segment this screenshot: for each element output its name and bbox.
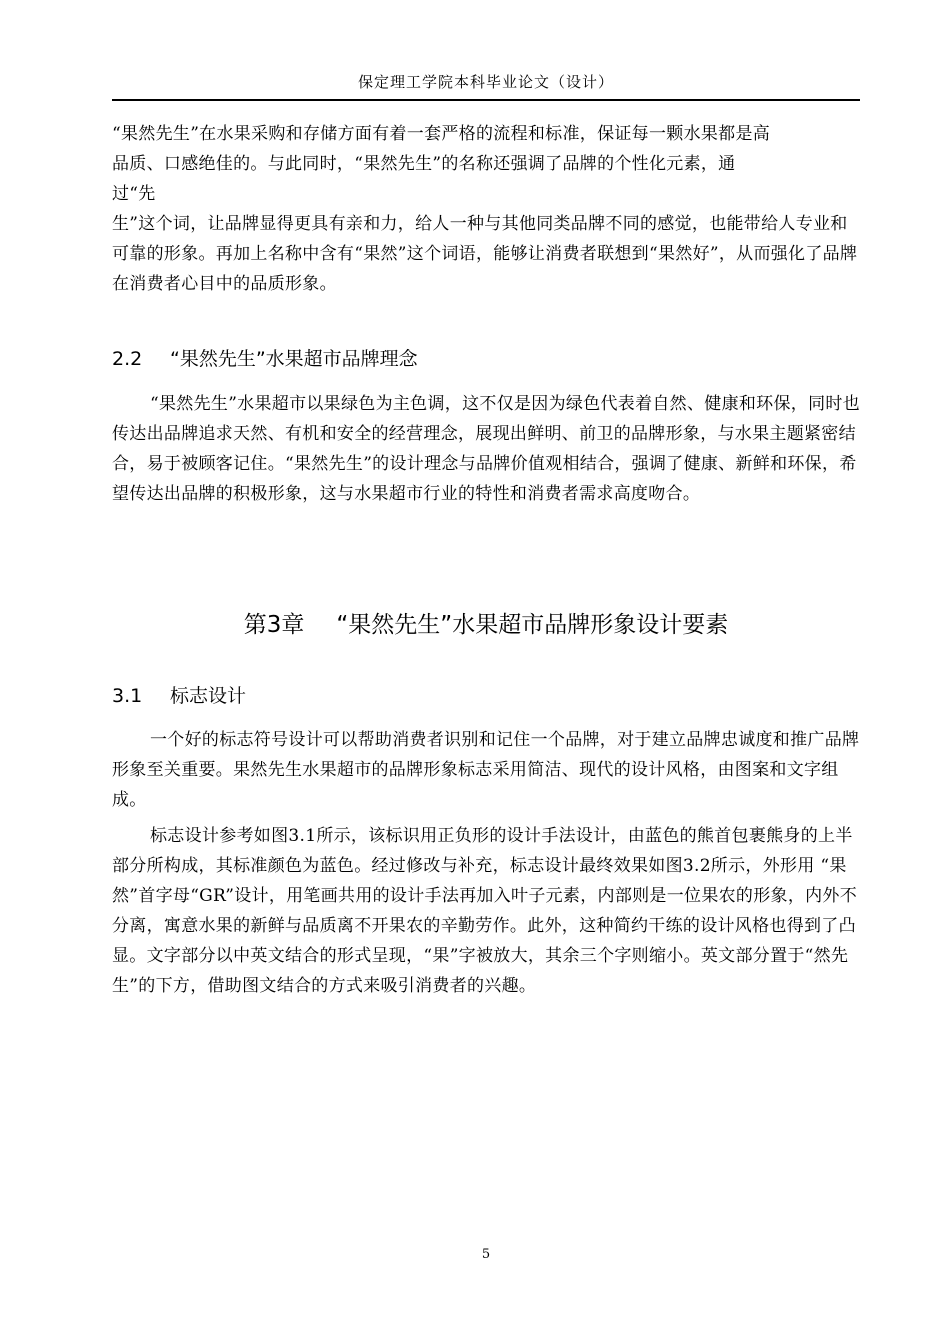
running-header: 保定理工学院本科毕业论文（设计） [357,73,614,91]
chapter-title: “果然先生”水果超市品牌形象设计要素 [336,612,729,638]
section-number: 3.1 [112,685,143,707]
header-rule [112,99,860,101]
paragraph-brand-quality-part2: 生”这个词，让品牌显得更具有亲和力，给人一种与其他同类品牌不同的感觉，也能带给人专业和可靠的形象。再加上名称中含有“果然”这个词语，能够让消费者联想到“果然好”，从而强化了品牌在消费者心目中的品质形象。 [112,214,858,294]
paragraph-logo-importance: 一个好的标志符号设计可以帮助消费者识别和记住一个品牌，对于建立品牌忠诚度和推广品牌形象至关重要。果然先生水果超市的品牌形象标志采用简洁、现代的设计风格，由图案和文字组成。 [112,730,860,810]
chapter-number: 第3章 [243,612,305,638]
chapter-heading-3 [112,608,860,642]
section-title: “果然先生”水果超市品牌理念 [170,348,418,370]
paragraph-brand-concept: “果然先生”水果超市以果绿色为主色调，这不仅是因为绿色代表着自然、健康和环保，同时也传达出品牌追求天然、有机和安全的经营理念，展现出鲜明、前卫的品牌形象，与水果主题紧密结合，易于被顾客记住。“果然先生”的设计理念与品牌价值观相结合，强调了健康、新鲜和环保，希望传达出品牌的积极形象，这与水果超市行业的特性和消费者需求高度吻合。 [112,394,860,504]
page-number: 5 [481,1247,491,1262]
paragraph-brand-quality-part1 [112,119,860,209]
paragraph-line: “果然先生”在水果采购和存储方面有着一套严格的流程和标准，保证每一颗水果都是高 [112,124,771,144]
paragraph-line: 品质、口感绝佳的。与此同时，“果然先生”的名称还强调了品牌的个性化元素，通 [112,154,736,174]
paragraph-logo-design: 标志设计参考如图3.1所示，该标识用正负形的设计手法设计，由蓝色的熊首包裹熊身的上半部分所构成，其标准颜色为蓝色。经过修改与补充，标志设计最终效果如图3.2所示，外形用 “果然”首字母“GR”设计，用笔画共用的设计手法再加入叶子元素，内部则是一位果农的形象，内外不分离，寓意水果的新鲜与品质离不开果农的辛勤劳作。此外，这种简约干练的设计风格也得到了凸显。文字部分以中英文结合的形式呈现，“果”字被放大，其余三个字则缩小。英文部分置于“然先生”的下方，借助图文结合的方式来吸引消费者的兴趣。 [112,826,858,996]
section-heading-3-1 [112,682,860,710]
section-title: 标志设计 [170,685,247,707]
section-number: 2.2 [112,348,143,370]
section-heading-2-2 [112,345,860,373]
paragraph-line: 过“先 [112,184,156,204]
